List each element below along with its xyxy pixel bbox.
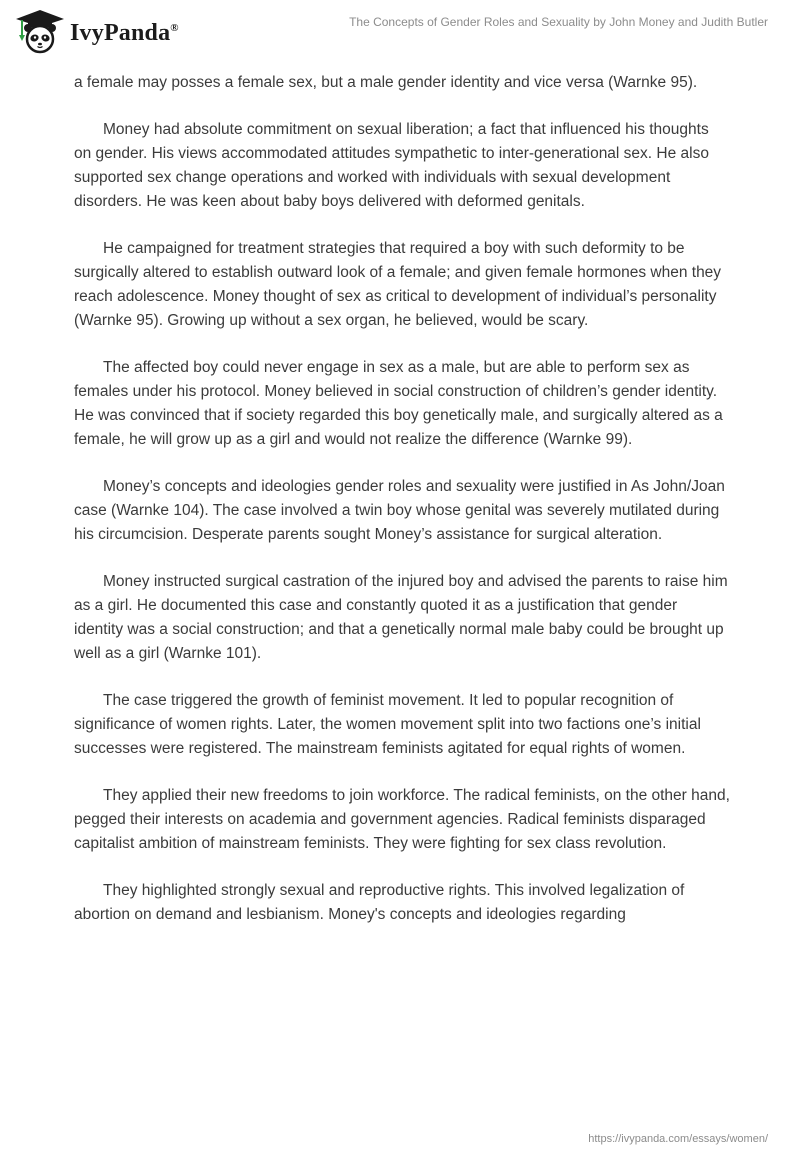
logo-wordmark: IvyPanda®	[70, 19, 179, 46]
paragraph: Money had absolute commitment on sexual liberation; a fact that influenced his thoughts on gender. His views accommodated attitudes sympathetic to inter-generational sex. He also supported sex change operations and worked with individuals with sexual development disorders. He was keen about baby boys delivered with deformed genitals.	[74, 121, 709, 210]
paragraph: Money instructed surgical castration of the injured boy and advised the parents to raise him as a girl. He documented this case and constantly quoted it as a justification that gender identity was a social construction; and that a genetically normal male baby could be brought up well as a girl (Warnke 101).	[74, 573, 728, 662]
ivypanda-logo[interactable]	[14, 8, 179, 54]
paragraph: He campaigned for treatment strategies that required a boy with such deformity to be surgically altered to establish outward look of a female; and given female hormones when they reach adolescence. Money thought of sex as critical to development of individual’s personality (Warnke 95). Growing up without a sex organ, he believed, would be scary.	[74, 240, 722, 329]
paragraph: The affected boy could never engage in sex as a male, but are able to perform sex as females under his protocol. Money believed in social construction of children’s gender identity. He was convinced that if society regarded this boy genetically male, and surgically altered as a female, he will grow up as a girl and would not realize the difference (Warnke 99).	[74, 359, 723, 448]
source-url-link[interactable]: https://ivypanda.com/essays/women/	[588, 1133, 768, 1145]
paragraph: They applied their new freedoms to join workforce. The radical feminists, on the other hand, pegged their interests on academia and government agencies. Radical feminists disparaged capitalist ambition of mainstream feminists. They were fighting for sex class revolution.	[74, 787, 730, 852]
paragraph: The case triggered the growth of feminist movement. It led to popular recognition of significance of women rights. Later, the women movement split into two factions one’s initial successes were registered. The mainstream feminists agitated for equal rights of women.	[74, 692, 701, 757]
paragraph: Money’s concepts and ideologies gender roles and sexuality were justified in As John/Joan case (Warnke 104). The case involved a twin boy whose genital was severely mutilated during his circumcision. Desperate parents sought Money’s assistance for surgical alteration.	[74, 478, 725, 543]
paragraph: They highlighted strongly sexual and reproductive rights. This involved legalization of abortion on demand and lesbianism. Money's concepts and ideologies regarding	[74, 882, 685, 923]
page-header	[0, 0, 800, 62]
paragraph: a female may posses a female sex, but a male gender identity and vice versa (Warnke 95).	[74, 74, 698, 91]
panda-graduate-icon	[14, 8, 66, 54]
essay-body	[74, 71, 730, 950]
document-title: The Concepts of Gender Roles and Sexuality by John Money and Judith Butler	[349, 15, 768, 29]
registered-mark: ®	[170, 21, 179, 34]
